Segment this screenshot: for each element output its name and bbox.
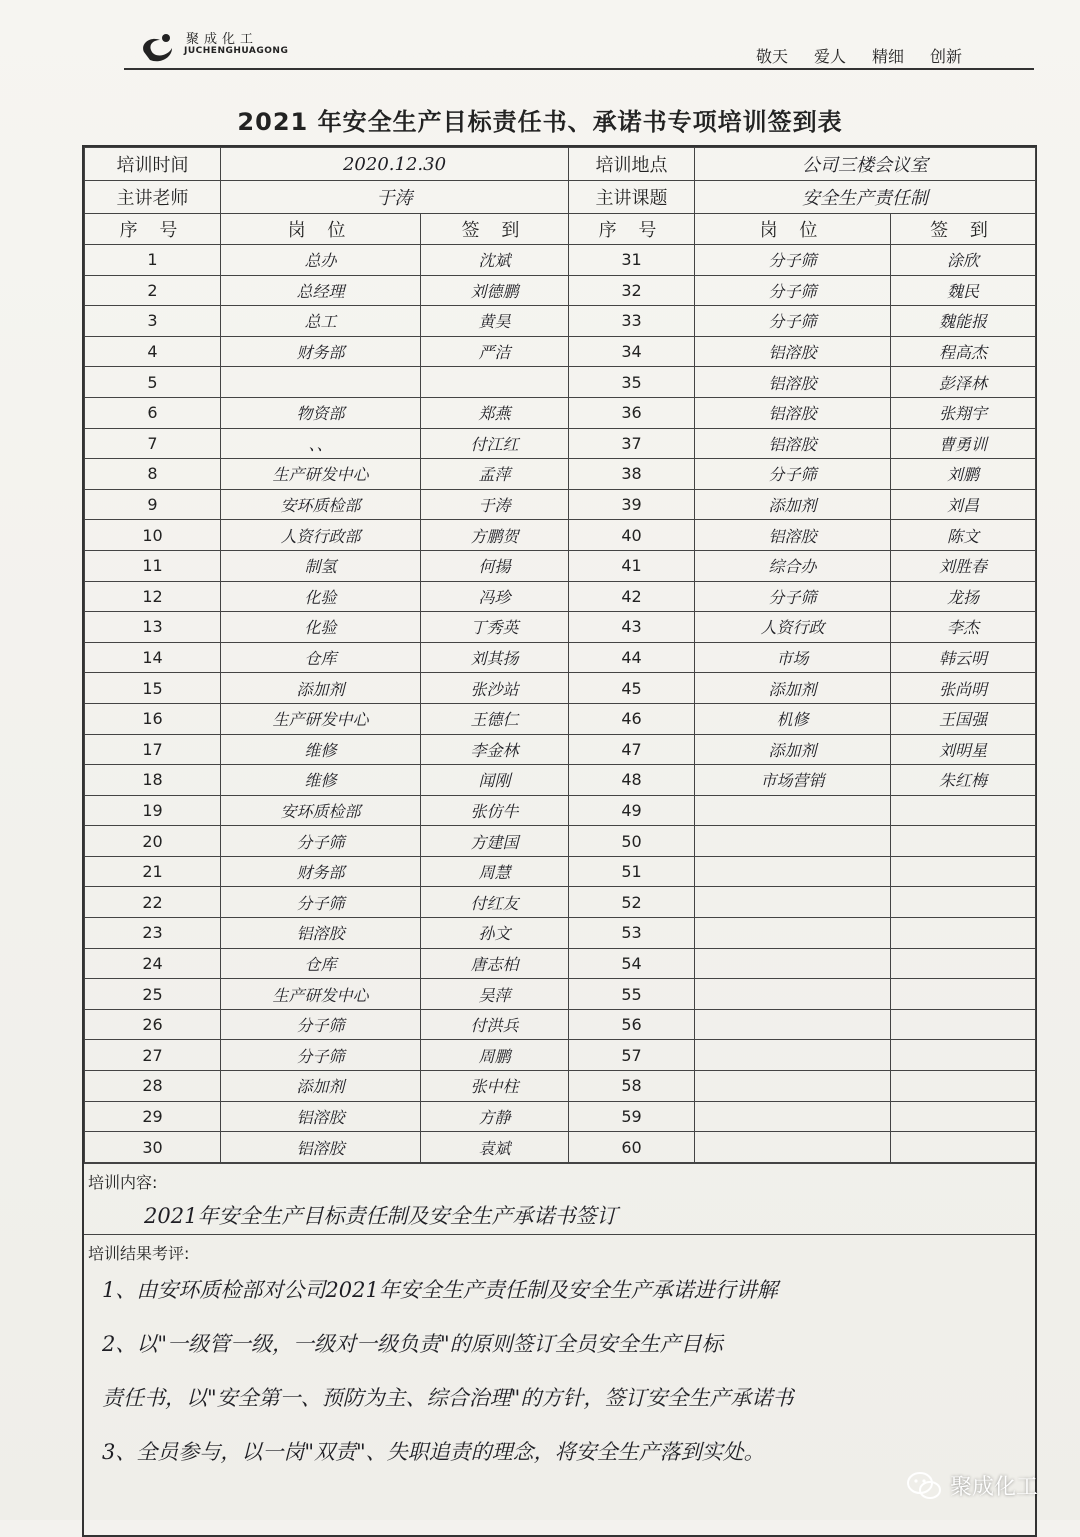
signature-cell: 孙文	[421, 918, 569, 949]
signature-cell: 沈斌	[421, 245, 569, 276]
signature-cell: 丁秀英	[421, 612, 569, 643]
row-number: 22	[85, 887, 221, 918]
row-number: 12	[85, 581, 221, 612]
time-label: 培训时间	[85, 148, 221, 181]
signature-cell	[891, 1071, 1036, 1102]
post-cell	[695, 795, 891, 826]
row-number: 5	[85, 367, 221, 398]
row-number: 35	[569, 367, 695, 398]
post-cell: 仓库	[221, 642, 421, 673]
row-number: 1	[85, 245, 221, 276]
post-cell: 分子筛	[221, 826, 421, 857]
signature-cell: 刘德鹏	[421, 275, 569, 306]
signature-cell	[891, 826, 1036, 857]
col-header-sign: 签 到	[421, 214, 569, 245]
motto-item: 敬天	[755, 47, 788, 66]
post-cell: 安环质检部	[221, 795, 421, 826]
row-number: 7	[85, 428, 221, 459]
row-number: 21	[85, 856, 221, 887]
row-number: 53	[569, 918, 695, 949]
row-number: 41	[569, 550, 695, 581]
post-cell: 化验	[221, 581, 421, 612]
signature-cell: 彭泽林	[891, 367, 1036, 398]
location-value: 公司三楼会议室	[695, 148, 1036, 181]
watermark-text: 聚成化工	[949, 1475, 1038, 1500]
signature-cell: 魏民	[891, 275, 1036, 306]
table-row	[85, 948, 1036, 979]
table-row	[85, 856, 1036, 887]
post-cell: 铝溶胶	[695, 520, 891, 551]
result-line: 2、以"一级管一级，一级对一级负责"的原则签订全员安全生产目标	[102, 1331, 723, 1356]
post-cell: 铝溶胶	[695, 336, 891, 367]
post-cell: 分子筛	[695, 459, 891, 490]
result-line: 1、由安环质检部对公司2021年安全生产责任制及安全生产承诺进行讲解	[102, 1277, 778, 1302]
signature-cell: 龙扬	[891, 581, 1036, 612]
post-cell: 铝溶胶	[695, 428, 891, 459]
signature-cell: 吴萍	[421, 979, 569, 1010]
row-number: 4	[85, 336, 221, 367]
post-cell	[695, 1101, 891, 1132]
post-cell: 总工	[221, 306, 421, 337]
row-number: 24	[85, 948, 221, 979]
signature-cell	[891, 887, 1036, 918]
post-cell	[695, 918, 891, 949]
signature-cell: 孟萍	[421, 459, 569, 490]
row-number: 58	[569, 1071, 695, 1102]
table-row	[85, 459, 1036, 490]
row-number: 45	[569, 673, 695, 704]
row-number: 50	[569, 826, 695, 857]
row-number: 54	[569, 948, 695, 979]
post-cell: 总经理	[221, 275, 421, 306]
signature-cell: 付洪兵	[421, 1009, 569, 1040]
table-row	[85, 1040, 1036, 1071]
table-row	[85, 1009, 1036, 1040]
table-row	[85, 765, 1036, 796]
post-cell: 化验	[221, 612, 421, 643]
table-row	[85, 489, 1036, 520]
row-number: 23	[85, 918, 221, 949]
signature-cell	[891, 856, 1036, 887]
signature-cell: 张中柱	[421, 1071, 569, 1102]
logo-chinese: 聚成化工	[186, 32, 259, 47]
signature-cell: 付红友	[421, 887, 569, 918]
col-header-post: 岗 位	[221, 214, 421, 245]
row-number: 37	[569, 428, 695, 459]
post-cell: 维修	[221, 765, 421, 796]
post-cell: 总办	[221, 245, 421, 276]
row-number: 20	[85, 826, 221, 857]
row-number: 28	[85, 1071, 221, 1102]
post-cell	[695, 856, 891, 887]
post-cell	[695, 887, 891, 918]
table-row	[85, 918, 1036, 949]
post-cell	[695, 948, 891, 979]
row-number: 18	[85, 765, 221, 796]
row-number: 59	[569, 1101, 695, 1132]
table-row	[85, 245, 1036, 276]
table-row	[85, 734, 1036, 765]
signature-cell: 刘胜春	[891, 550, 1036, 581]
row-number: 19	[85, 795, 221, 826]
signature-cell: 王国强	[891, 703, 1036, 734]
row-number: 14	[85, 642, 221, 673]
signature-cell	[891, 948, 1036, 979]
training-result-section	[84, 1234, 1035, 1535]
col-header-sign: 签 到	[891, 214, 1036, 245]
post-cell	[695, 1040, 891, 1071]
row-number: 6	[85, 397, 221, 428]
row-number: 46	[569, 703, 695, 734]
table-row	[85, 1101, 1036, 1132]
logo-swirl-icon	[138, 30, 178, 62]
post-cell: 物资部	[221, 397, 421, 428]
row-number: 43	[569, 612, 695, 643]
table-row	[85, 1132, 1036, 1163]
col-header-no: 序 号	[569, 214, 695, 245]
sign-in-table	[84, 147, 1036, 1163]
signature-cell: 袁斌	[421, 1132, 569, 1163]
signature-cell: 李金林	[421, 734, 569, 765]
post-cell: 添加剂	[221, 673, 421, 704]
column-header-row	[85, 214, 1036, 245]
signature-cell: 周慧	[421, 856, 569, 887]
signature-cell: 付江红	[421, 428, 569, 459]
row-number: 44	[569, 642, 695, 673]
row-number: 38	[569, 459, 695, 490]
training-result-label: 培训结果考评:	[88, 1243, 190, 1263]
company-logo	[138, 28, 308, 64]
signature-cell: 于涛	[421, 489, 569, 520]
teacher-label: 主讲老师	[85, 181, 221, 214]
post-cell: 添加剂	[695, 673, 891, 704]
time-value: 2020.12.30	[221, 148, 569, 181]
row-number: 10	[85, 520, 221, 551]
table-row	[85, 673, 1036, 704]
result-line: 责任书，以"安全第一、预防为主、综合治理"的方针，签订安全生产承诺书	[102, 1385, 794, 1410]
post-cell: 添加剂	[695, 489, 891, 520]
training-content-text: 2021年安全生产目标责任制及安全生产承诺书签订	[144, 1203, 618, 1228]
post-cell: 市场营销	[695, 765, 891, 796]
row-number: 49	[569, 795, 695, 826]
sign-in-sheet	[82, 145, 1037, 1537]
table-row	[85, 581, 1036, 612]
signature-cell: 朱红梅	[891, 765, 1036, 796]
wechat-icon	[906, 1471, 942, 1501]
signature-cell	[891, 1009, 1036, 1040]
motto-item: 爱人	[813, 47, 846, 66]
signature-cell	[891, 918, 1036, 949]
row-number: 32	[569, 275, 695, 306]
post-cell: 财务部	[221, 856, 421, 887]
row-number: 13	[85, 612, 221, 643]
row-number: 29	[85, 1101, 221, 1132]
row-number: 31	[569, 245, 695, 276]
signature-cell	[891, 1101, 1036, 1132]
table-row	[85, 397, 1036, 428]
signature-cell: 程高杰	[891, 336, 1036, 367]
post-cell: 添加剂	[695, 734, 891, 765]
signature-cell: 刘明星	[891, 734, 1036, 765]
post-cell: 添加剂	[221, 1071, 421, 1102]
row-number: 57	[569, 1040, 695, 1071]
signature-cell: 张翔宇	[891, 397, 1036, 428]
signature-cell: 闻刚	[421, 765, 569, 796]
table-row	[85, 642, 1036, 673]
row-number: 33	[569, 306, 695, 337]
document-title: 2021 年安全生产目标责任书、承诺书专项培训签到表	[237, 108, 843, 136]
post-cell: 维修	[221, 734, 421, 765]
table-row	[85, 979, 1036, 1010]
row-number: 36	[569, 397, 695, 428]
signature-cell: 张仿牛	[421, 795, 569, 826]
row-number: 11	[85, 550, 221, 581]
post-cell: 铝溶胶	[695, 367, 891, 398]
col-header-no: 序 号	[85, 214, 221, 245]
signature-cell: 冯珍	[421, 581, 569, 612]
post-cell: 安环质检部	[221, 489, 421, 520]
table-row	[85, 826, 1036, 857]
row-number: 52	[569, 887, 695, 918]
signature-cell: 刘其扬	[421, 642, 569, 673]
training-content-section	[84, 1163, 1035, 1234]
signature-cell: 张尚明	[891, 673, 1036, 704]
table-row	[85, 1071, 1036, 1102]
row-number: 39	[569, 489, 695, 520]
signature-cell: 涂欣	[891, 245, 1036, 276]
post-cell	[695, 1009, 891, 1040]
table-row	[85, 703, 1036, 734]
post-cell: 铝溶胶	[695, 397, 891, 428]
signature-cell: 张沙站	[421, 673, 569, 704]
table-row	[85, 306, 1036, 337]
row-number: 42	[569, 581, 695, 612]
row-number: 30	[85, 1132, 221, 1163]
post-cell: 人资行政	[695, 612, 891, 643]
teacher-value: 于涛	[221, 181, 569, 214]
row-number: 27	[85, 1040, 221, 1071]
post-cell: 分子筛	[221, 1040, 421, 1071]
row-number: 25	[85, 979, 221, 1010]
post-cell: 市场	[695, 642, 891, 673]
signature-cell	[891, 1040, 1036, 1071]
post-cell: 铝溶胶	[221, 1101, 421, 1132]
training-content-label: 培训内容:	[88, 1172, 158, 1192]
post-cell	[695, 826, 891, 857]
row-number: 9	[85, 489, 221, 520]
post-cell: 制氢	[221, 550, 421, 581]
signature-cell: 韩云明	[891, 642, 1036, 673]
topic-label: 主讲课题	[569, 181, 695, 214]
row-number: 60	[569, 1132, 695, 1163]
meta-row-teacher	[85, 181, 1036, 214]
header-divider	[124, 68, 1034, 70]
post-cell	[695, 1071, 891, 1102]
signature-cell: 方静	[421, 1101, 569, 1132]
post-cell: 分子筛	[695, 581, 891, 612]
table-row	[85, 550, 1036, 581]
post-cell: 机修	[695, 703, 891, 734]
signature-cell: 方鹏贺	[421, 520, 569, 551]
signature-cell	[891, 979, 1036, 1010]
post-cell: 铝溶胶	[221, 1132, 421, 1163]
table-row	[85, 612, 1036, 643]
row-number: 56	[569, 1009, 695, 1040]
wechat-watermark	[906, 1470, 1038, 1501]
signature-cell: 郑燕	[421, 397, 569, 428]
table-row	[85, 428, 1036, 459]
row-number: 2	[85, 275, 221, 306]
table-row	[85, 336, 1036, 367]
signature-cell: 刘昌	[891, 489, 1036, 520]
result-line: 3、全员参与，以一岗"双责"、失职追责的理念，将安全生产落到实处。	[102, 1439, 765, 1464]
post-cell: 生产研发中心	[221, 459, 421, 490]
table-row	[85, 795, 1036, 826]
motto-item: 精细	[871, 47, 904, 66]
row-number: 16	[85, 703, 221, 734]
row-number: 55	[569, 979, 695, 1010]
topic-value: 安全生产责任制	[695, 181, 1036, 214]
row-number: 8	[85, 459, 221, 490]
signature-cell	[891, 1132, 1036, 1163]
col-header-post: 岗 位	[695, 214, 891, 245]
signature-cell: 刘鹏	[891, 459, 1036, 490]
table-row	[85, 275, 1036, 306]
post-cell: 分子筛	[221, 1009, 421, 1040]
post-cell	[221, 367, 421, 398]
post-cell	[695, 979, 891, 1010]
signature-cell: 唐志柏	[421, 948, 569, 979]
post-cell: 、、	[221, 428, 421, 459]
row-number: 34	[569, 336, 695, 367]
post-cell	[695, 1132, 891, 1163]
post-cell: 铝溶胶	[221, 918, 421, 949]
location-label: 培训地点	[569, 148, 695, 181]
post-cell: 分子筛	[695, 275, 891, 306]
signature-cell: 曹勇训	[891, 428, 1036, 459]
company-motto	[756, 44, 962, 67]
row-number: 26	[85, 1009, 221, 1040]
signature-cell: 王德仁	[421, 703, 569, 734]
signature-cell	[421, 367, 569, 398]
post-cell: 生产研发中心	[221, 703, 421, 734]
signature-cell: 方建国	[421, 826, 569, 857]
motto-item: 创新	[929, 47, 962, 66]
post-cell: 人资行政部	[221, 520, 421, 551]
signature-cell: 魏能报	[891, 306, 1036, 337]
post-cell: 分子筛	[221, 887, 421, 918]
row-number: 48	[569, 765, 695, 796]
signature-cell: 何揚	[421, 550, 569, 581]
signature-cell: 李杰	[891, 612, 1036, 643]
signature-cell	[891, 795, 1036, 826]
training-result-lines	[102, 1263, 1025, 1479]
row-number: 3	[85, 306, 221, 337]
post-cell: 分子筛	[695, 306, 891, 337]
post-cell: 生产研发中心	[221, 979, 421, 1010]
post-cell: 综合办	[695, 550, 891, 581]
signature-cell: 周鹏	[421, 1040, 569, 1071]
row-number: 47	[569, 734, 695, 765]
table-row	[85, 887, 1036, 918]
post-cell: 分子筛	[695, 245, 891, 276]
row-number: 15	[85, 673, 221, 704]
row-number: 51	[569, 856, 695, 887]
logo-english: JUCHENGHUAGONG	[184, 46, 289, 56]
meta-row-time	[85, 148, 1036, 181]
row-number: 40	[569, 520, 695, 551]
table-row	[85, 367, 1036, 398]
post-cell: 财务部	[221, 336, 421, 367]
signature-cell: 黄昊	[421, 306, 569, 337]
row-number: 17	[85, 734, 221, 765]
signature-cell: 陈文	[891, 520, 1036, 551]
post-cell: 仓库	[221, 948, 421, 979]
table-row	[85, 520, 1036, 551]
signature-cell: 严洁	[421, 336, 569, 367]
